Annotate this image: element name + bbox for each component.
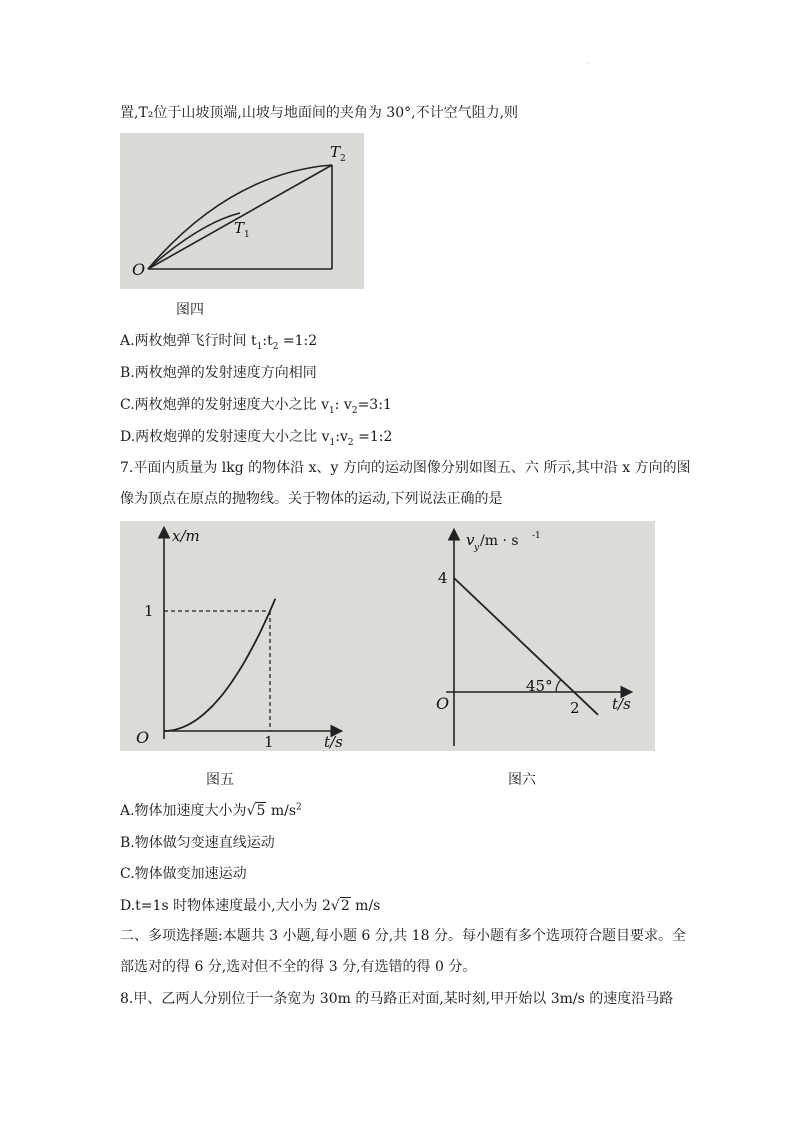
q6-option-c[interactable]: C.两枚炮弹的发射速度大小之比 $v_1$: $v_2=3:1$ (120, 397, 392, 416)
fig4-origin-label: O (132, 260, 146, 279)
q7-option-d[interactable]: D.t=1s 时物体速度最小,大小为 2√2 m/s (120, 898, 381, 914)
fig6-ylabel-unit: /m · s (480, 533, 519, 549)
section2-heading-line1: 二、多项选择题:本题共 3 小题,每小题 6 分,共 18 分。每小题有多个选项符合题目要求。全 (120, 928, 686, 944)
fig4-t1-sub: 1 (244, 230, 250, 240)
fig6-angle-label: 45° (526, 677, 553, 695)
figure-5-6-svg (120, 521, 655, 751)
fig4-t2-sub: 2 (340, 154, 346, 164)
header-mark: ' (587, 62, 589, 69)
fig4-t1-label: T (234, 219, 245, 237)
q6-intro-line: 置,T₂位于山坡顶端,山坡与地面间的夹角为 30°,不计空气阻力,则 (120, 105, 519, 121)
fig6-ytick: 4 (438, 569, 448, 587)
fig6-xtick: 2 (570, 699, 580, 717)
q6-option-a[interactable]: A.两枚炮弹飞行时间 $t_1:t_2$ =1:2 (120, 333, 318, 352)
fig4-t2-label: T (330, 143, 341, 161)
fig6-ylabel-v: v (466, 531, 475, 549)
fig5-xtick: 1 (264, 733, 274, 751)
fig6-ylabel-sub: y (474, 543, 480, 553)
figure-4 (120, 133, 364, 289)
section2-heading-line2: 部选对的得 6 分,选对但不全的得 3 分,有选错的得 0 分。 (120, 959, 477, 975)
fig6-origin: O (436, 694, 450, 713)
figure-6-caption: 图六 (508, 772, 536, 788)
fig6-ylabel-exp: -1 (532, 531, 541, 541)
figure-5-6-photo (120, 521, 655, 751)
figure-5-caption: 图五 (206, 772, 234, 788)
figure-4-caption: 图四 (176, 302, 204, 318)
q6-option-d[interactable]: D.两枚炮弹的发射速度大小之比 $v_1:v_2$ =1:2 (120, 429, 393, 448)
q7-stem-line2: 像为顶点在原点的抛物线。关于物体的运动,下列说法正确的是 (120, 491, 503, 507)
q7-stem-line1: 7.平面内质量为 lkg 的物体沿 x、y 方向的运动图像分别如图五、六 所示,其中沿 x 方向的图 (120, 460, 691, 476)
q7-option-c[interactable]: C.物体做变加速运动 (120, 866, 247, 882)
q7-option-b[interactable]: B.物体做匀变速直线运动 (120, 835, 275, 851)
fig6-xlabel: t/s (612, 695, 631, 713)
fig5-ytick: 1 (144, 602, 154, 620)
q6-option-b[interactable]: B.两枚炮弹的发射速度方向相同 (120, 365, 317, 381)
q8-stem-line1: 8.甲、乙两人分别位于一条宽为 30m 的马路正对面,某时刻,甲开始以 3m/s 的速度沿马路 (120, 991, 674, 1007)
q7-option-a[interactable]: A.物体加速度大小为√5 $m/s^2$ (120, 802, 302, 819)
fig5-origin: O (136, 728, 150, 747)
figure-4-svg (120, 133, 364, 289)
fig5-ylabel: x/m (172, 527, 200, 545)
fig5-xlabel: t/s (324, 733, 343, 751)
